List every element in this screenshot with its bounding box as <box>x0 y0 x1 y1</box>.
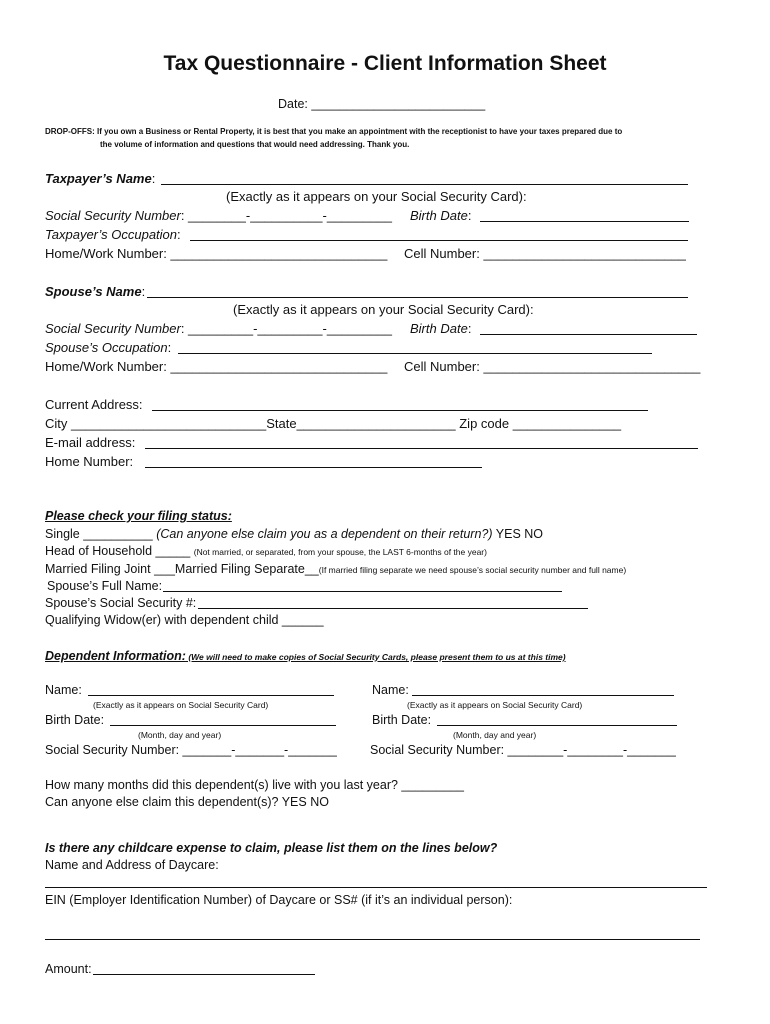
dependent-1-birth-field[interactable] <box>110 725 336 726</box>
dependent-2-birth-note: (Month, day and year) <box>453 730 537 740</box>
ein-label: EIN (Employer Identification Number) of Daycare or SS# (if it’s an individual person): <box>45 893 513 907</box>
ein-field[interactable] <box>45 939 700 940</box>
spouse-social-security-label: Spouse’s Social Security #: <box>45 596 197 610</box>
spouse-birth-label: Birth Date: <box>410 321 472 336</box>
taxpayer-cell-field[interactable]: Cell Number: ____________________________ <box>404 246 686 261</box>
spouse-social-security-field[interactable] <box>198 608 588 609</box>
spouse-occupation-label: Spouse’s Occupation: <box>45 340 172 355</box>
dependent-2-ssn-field[interactable]: Social Security Number: ________-________-_______ <box>370 743 676 757</box>
spouse-birth-field[interactable] <box>480 334 697 335</box>
email-field[interactable] <box>145 448 698 449</box>
dropoffs-note-line1: DROP-OFFS: If you own a Business or Rental Property, it is best that you make an appointment with the receptionist to have your taxes prepared due to <box>45 127 623 136</box>
dependent-months-question[interactable]: How many months did this dependent(s) live with you last year? _________ <box>45 778 464 792</box>
taxpayer-ssn-field[interactable]: Social Security Number: ________-__________-_________ <box>45 208 392 223</box>
dependent-1-birth-label: Birth Date: <box>45 713 105 727</box>
dependent-2-birth-label: Birth Date: <box>372 713 432 727</box>
amount-field[interactable] <box>93 974 315 975</box>
email-label: E-mail address: <box>45 435 136 450</box>
dependent-2-birth-field[interactable] <box>437 725 677 726</box>
taxpayer-occupation-label: Taxpayer’s Occupation: <box>45 227 181 242</box>
dependent-heading: Dependent Information: (We will need to make copies of Social Security Cards, please present them to us at this time) <box>45 649 566 663</box>
spouse-name-label: Spouse’s Name: <box>45 284 146 299</box>
spouse-ssn-field[interactable]: Social Security Number: _________-_________-_________ <box>45 321 392 336</box>
dependent-1-name-note: (Exactly as it appears on Social Security Card) <box>93 700 269 710</box>
dependent-1-birth-note: (Month, day and year) <box>138 730 222 740</box>
dependent-claim-question[interactable]: Can anyone else claim this dependent(s)? YES NO <box>45 795 329 809</box>
daycare-name-label: Name and Address of Daycare: <box>45 858 219 872</box>
qualifying-widow-row[interactable]: Qualifying Widow(er) with dependent child ______ <box>45 613 324 627</box>
filing-status-heading: Please check your filing status: <box>45 509 232 523</box>
childcare-heading: Is there any childcare expense to claim, please list them on the lines below? <box>45 841 498 855</box>
filing-married-row[interactable]: Married Filing Joint ___Married Filing Separate__(If married filing separate we need spouse’s social security number and full name) <box>45 562 627 576</box>
spouse-exact-note: (Exactly as it appears on your Social Security Card): <box>233 302 534 317</box>
spouse-cell-field[interactable]: Cell Number: ______________________________ <box>404 359 701 374</box>
taxpayer-occupation-field[interactable] <box>190 240 688 241</box>
city-state-zip-field[interactable]: City ___________________________State______________________ Zip code _______________ <box>45 416 622 431</box>
taxpayer-exact-note: (Exactly as it appears on your Social Security Card): <box>226 189 527 204</box>
page-title: Tax Questionnaire - Client Information Sheet <box>163 52 607 75</box>
current-address-label: Current Address: <box>45 397 143 412</box>
taxpayer-birth-field[interactable] <box>480 221 689 222</box>
dependent-1-name-field[interactable] <box>88 695 334 696</box>
current-address-field[interactable] <box>152 410 648 411</box>
spouse-full-name-field[interactable] <box>163 591 562 592</box>
dependent-2-name-note: (Exactly as it appears on Social Security Card) <box>407 700 583 710</box>
spouse-full-name-label: Spouse’s Full Name: <box>47 579 163 593</box>
dependent-2-name-label: Name: <box>372 683 409 697</box>
dropoffs-note-line2: the volume of information and questions that would need addressing. Thank you. <box>100 140 410 149</box>
dependent-2-name-field[interactable] <box>412 695 674 696</box>
spouse-home-work-field[interactable]: Home/Work Number: ______________________________ <box>45 359 388 374</box>
filing-single-row[interactable]: Single __________ (Can anyone else claim you as a dependent on their return?) YES NO <box>45 527 544 541</box>
home-number-field[interactable] <box>145 467 482 468</box>
daycare-name-field[interactable] <box>45 887 707 888</box>
dependent-1-ssn-field[interactable]: Social Security Number: _______-_______-_______ <box>45 743 337 757</box>
amount-label: Amount: <box>45 962 92 976</box>
home-number-label: Home Number: <box>45 454 134 469</box>
dependent-1-name-label: Name: <box>45 683 82 697</box>
taxpayer-home-work-field[interactable]: Home/Work Number: ______________________________ <box>45 246 388 261</box>
filing-hoh-row[interactable]: Head of Household _____ (Not married, or separated, from your spouse, the LAST 6-months of the year) <box>45 544 487 558</box>
date-field[interactable]: Date: _________________________ <box>278 97 486 111</box>
taxpayer-name-field[interactable] <box>161 184 688 185</box>
spouse-name-field[interactable] <box>147 297 688 298</box>
taxpayer-birth-label: Birth Date: <box>410 208 472 223</box>
taxpayer-name-label: Taxpayer’s Name: <box>45 171 156 186</box>
spouse-occupation-field[interactable] <box>178 353 652 354</box>
